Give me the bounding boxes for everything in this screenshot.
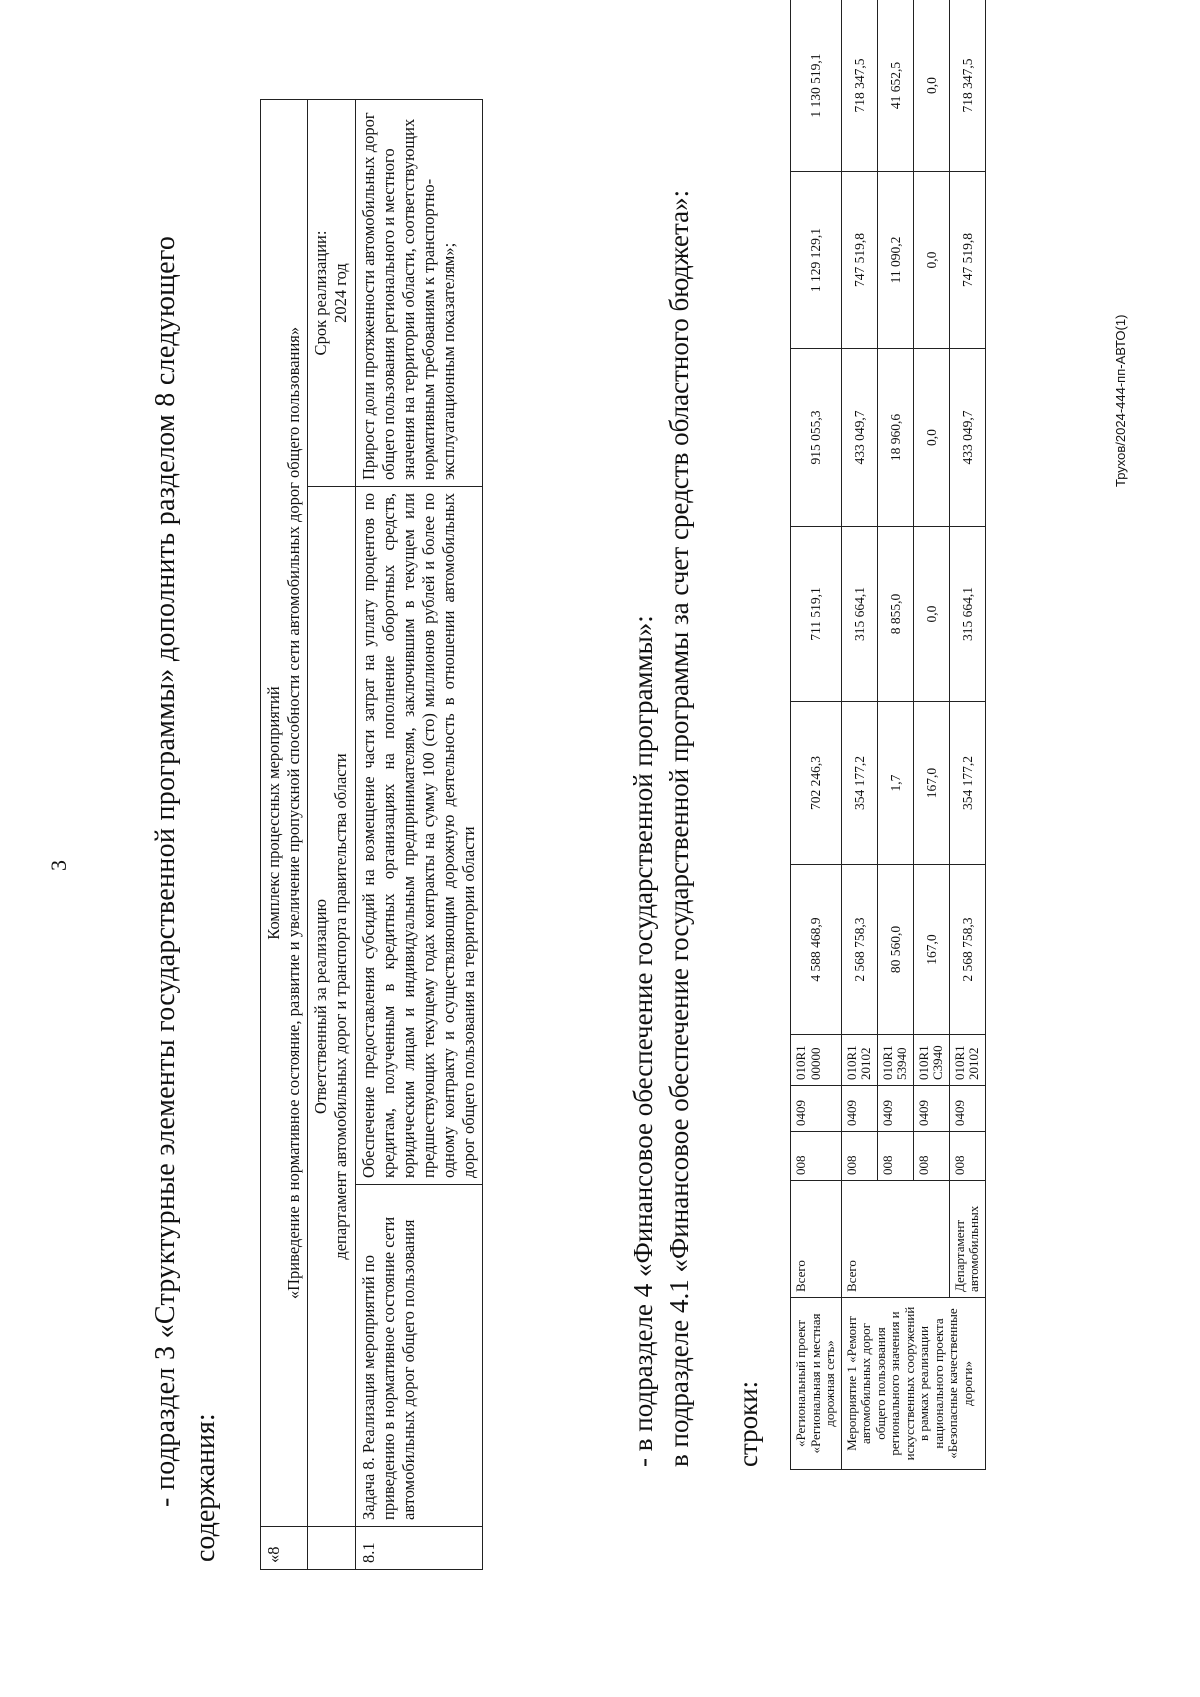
row-number-cell: «8 [261,1527,308,1570]
row-total: 167,0 [913,865,949,1035]
row-csr: 010R1 53940 [877,1035,913,1086]
structural-elements-table [260,99,483,1570]
row-total: 80 560,0 [877,865,913,1035]
responsible-label: Ответственный за реализацию [311,899,331,1114]
row-rz: 0409 [913,1086,949,1132]
row-2025: 8 855,0 [877,527,913,702]
row-2024: 167,0 [913,702,949,865]
row-source: Департамент автомобильных [949,1181,985,1298]
row-csr: 010R1 00000 [791,1035,842,1086]
complex-header-cell [261,99,308,1526]
row-source: Всего [791,1181,842,1298]
section2-line-3: строки: [733,1380,763,1467]
row-2028: 1 130 519,1 [791,0,842,172]
row-grbs: 008 [949,1132,985,1181]
row-2028: 41 652,5 [877,0,913,172]
row-rz: 0409 [949,1086,985,1132]
empty-cell [308,1527,355,1570]
row-2024: 702 246,3 [791,702,842,865]
row-2028: 718 347,5 [949,0,985,172]
row-2025: 315 664,1 [841,527,877,702]
task-number-cell: 8.1 [355,1527,483,1570]
task-result-cell: Прирост доли протяженности автомобильных дорог общего пользования регионального и местного значения на территории области, соответствующих нормативным требованиям к транспортно-эксплуатационным показателям»; [355,99,483,486]
task-description-cell: Обеспечение предоставления субсидий на возмещение части затрат на уплату процентов по кредитам, полученным в кредитных организациях на пополнение оборотных средств, юридическим лицам и индивидуальным предпринимателям, заключившим в текущем или предшествующих текущему годах контракты на сумму 100 (сто) миллионов рублей и более по одному контракту и осуществляющим дорожную деятельность в отношении автомобильных дорог общего пользования на территории области [355,487,483,1185]
intro-line-2: содержания: [190,1413,221,1562]
row-name: Мероприятие 1 «Ремонт автомобильных дорог общего пользования регионального значения и искусственных сооружений в рамках реализации национального проекта «Безопасные качественные дороги» [841,1298,985,1470]
row-csr: 010R1 20102 [841,1035,877,1086]
row-grbs: 008 [791,1132,842,1181]
complex-name: «Приведение в нормативное состояние, развитие и увеличение пропускной способности сети автомобильных дорог общего пользования» [284,326,304,1300]
intro-line-1: - подраздел 3 «Структурные элементы государственной программы» дополнить разделом 8 следующего [150,235,181,1507]
term-value: 2024 год [331,263,351,323]
row-csr: 010R1 С3940 [913,1035,949,1086]
row-2027: 747 519,8 [949,172,985,349]
row-2024: 1,7 [877,702,913,865]
table-row [841,0,877,1470]
row-2026: 433 049,7 [841,349,877,527]
complex-title: Комплекс процессных мероприятий [264,686,283,940]
row-2026: 0,0 [913,349,949,527]
row-rz: 0409 [791,1086,842,1132]
row-total: 2 568 758,3 [841,865,877,1035]
financing-table [790,0,986,1470]
row-2024: 354 177,2 [841,702,877,865]
row-total: 2 568 758,3 [949,865,985,1035]
row-2026: 433 049,7 [949,349,985,527]
term-label: Срок реализации: [311,230,331,356]
row-rz: 0409 [877,1086,913,1132]
row-2027: 11 090,2 [877,172,913,349]
row-2028: 718 347,5 [841,0,877,172]
responsible-cell [308,487,355,1527]
row-rz: 0409 [841,1086,877,1132]
table-row [791,0,842,1470]
task-name-cell: Задача 8. Реализация мероприятий по приведению в нормативное состояние сети автомобильных дорог общего пользования [355,1185,483,1527]
row-2025: 0,0 [913,527,949,702]
row-2026: 915 055,3 [791,349,842,527]
row-2025: 711 519,1 [791,527,842,702]
row-2025: 315 664,1 [949,527,985,702]
row-2027: 747 519,8 [841,172,877,349]
section2-line-1: - в подразделе 4 «Финансовое обеспечение государственной программы»: [628,615,658,1467]
row-grbs: 008 [841,1132,877,1181]
row-2027: 1 129 129,1 [791,172,842,349]
row-2024: 354 177,2 [949,702,985,865]
row-2026: 18 960,6 [877,349,913,527]
document-footer-code: Трухов/2024-444-пп-АВТО(1) [1113,314,1128,487]
row-grbs: 008 [877,1132,913,1181]
row-csr: 010R1 20102 [949,1035,985,1086]
row-2027: 0,0 [913,172,949,349]
row-total: 4 588 468,9 [791,865,842,1035]
section2-line-2: в подразделе 4.1 «Финансовое обеспечение государственной программы за счет средств областного бюджета»: [664,189,694,1467]
row-grbs: 008 [913,1132,949,1181]
row-name: «Региональный проект «Региональная и местная дорожная сеть» [791,1298,842,1470]
responsible-value: департамент автомобильных дорог и транспорта правительства области [331,753,351,1260]
term-cell [308,99,355,486]
page-number: 3 [46,860,71,871]
table-row [949,0,985,1470]
row-source: Всего [841,1181,949,1298]
row-2028: 0,0 [913,0,949,172]
